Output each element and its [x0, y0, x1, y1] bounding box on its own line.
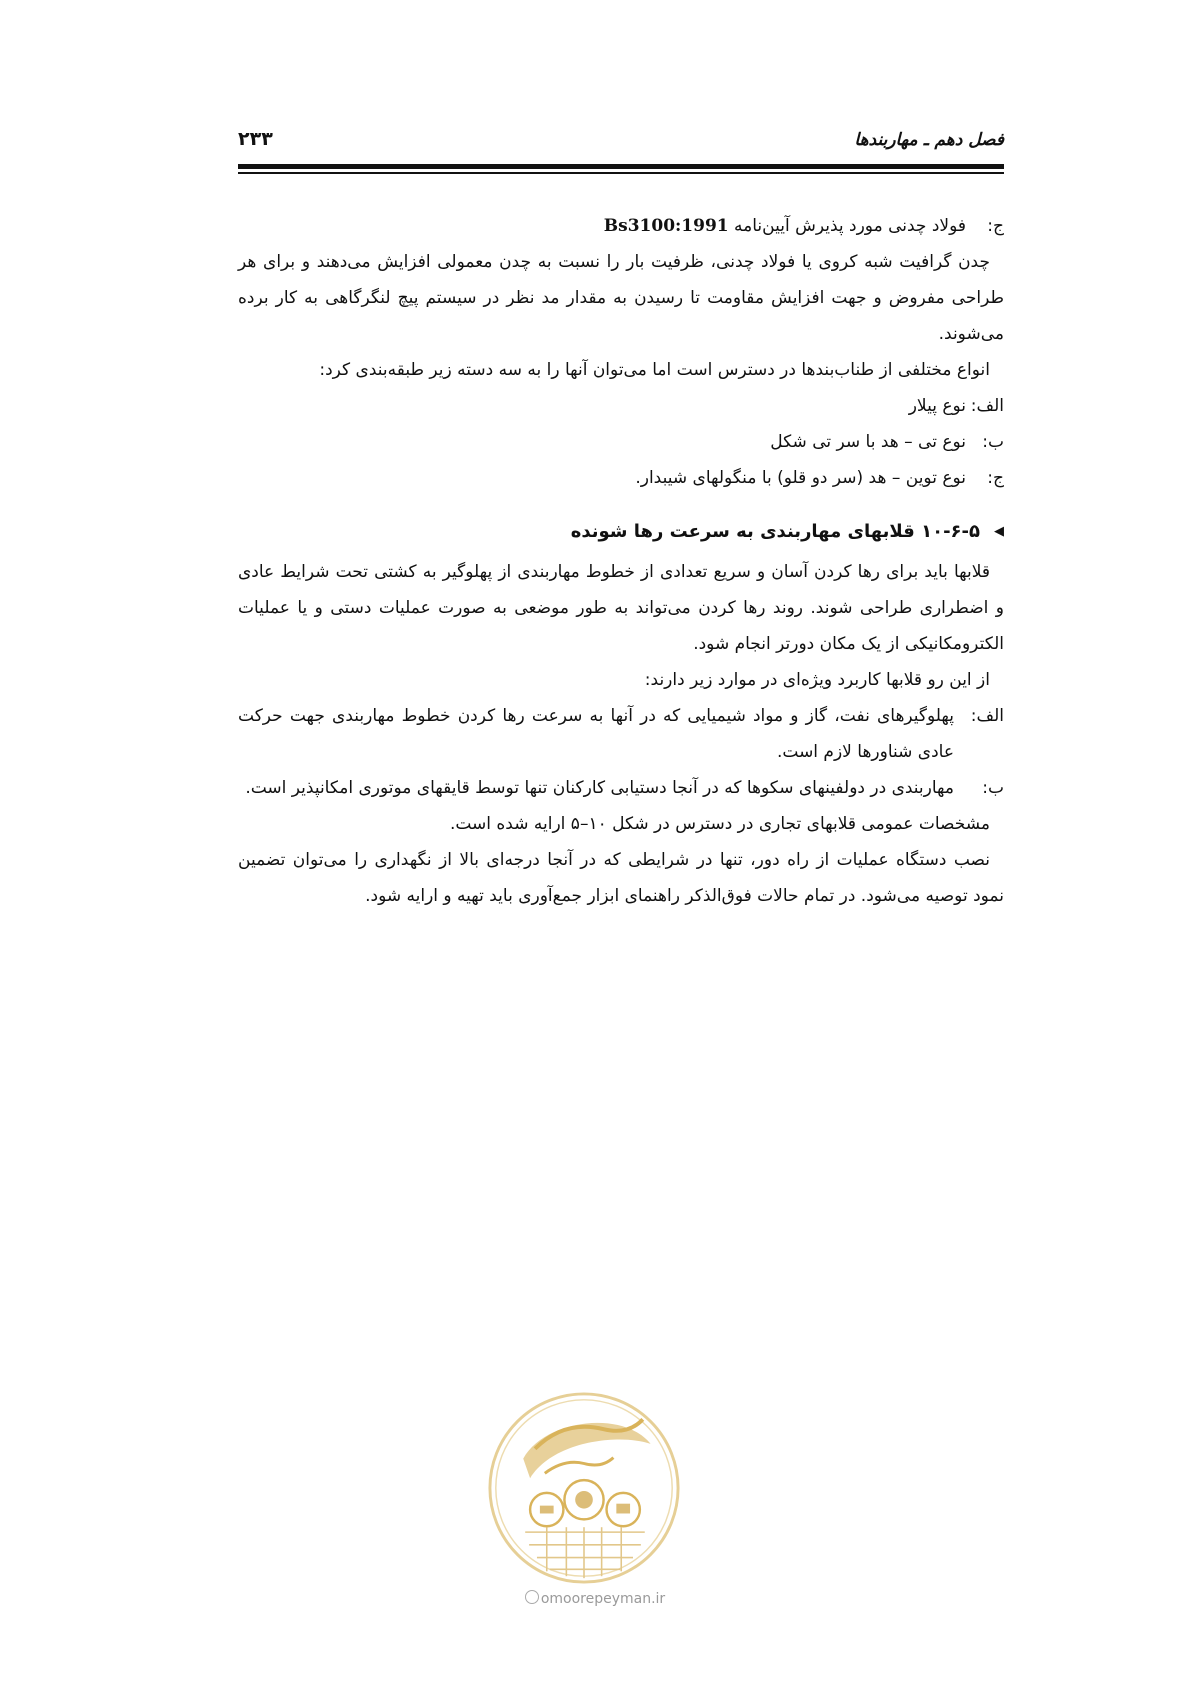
section-heading-text: ۱۰-۶-۵ قلابهای مهاربندی به سرعت رها شونده — [570, 521, 980, 542]
paragraph: چدن گرافیت شبه کروی یا فولاد چدنی، ظرفیت بار را نسبت به چدن معمولی افزایش می‌دهند و برای هر طراحی مفروض و جهت افزایش مقاومت تا رسیدن به مقدار مد نظر در سیستم پیچ لنگرگاهی به کار برده می‌شوند. — [238, 252, 1004, 344]
list-text: نوع توین – هد (سر دو قلو) با منگولهای شیبدار. — [635, 468, 966, 488]
paragraph: انواع مختلفی از طناب‌بندها در دسترس است اما می‌توان آنها را به سه دسته زیر طبقه‌بندی کرد: — [319, 360, 990, 380]
paragraph: نصب دستگاه عملیات از راه دور، تنها در شرایطی که در آنجا درجه‌ای بالا از نگهداری را می‌توان تضمین نمود توصیه می‌شود. در تمام حالات فوق‌الذکر راهنمای ابزار جمع‌آوری باید تهیه و ارایه شود. — [238, 850, 1004, 906]
header-rule-thick — [238, 164, 1004, 169]
section-heading — [238, 514, 1004, 550]
watermark-site-text: omoorepeyman.ir — [540, 1591, 666, 1607]
globe-icon — [525, 1590, 539, 1604]
page-header — [238, 128, 1004, 158]
header-rule-thin — [238, 172, 1004, 174]
list-item — [238, 424, 1004, 460]
chapter-title: فصل دهم ـ مهاربندها — [854, 130, 1004, 150]
list-label: ب: — [982, 432, 1004, 452]
list-label: الف: — [970, 396, 1004, 416]
list-text: فولاد چدنی مورد پذیرش آیین‌نامه — [734, 216, 966, 236]
list-text: مهاربندی در دولفینهای سکوها که در آنجا دستیابی کارکنان تنها توسط قایقهای موتوری امکانپذیر است. — [245, 778, 954, 798]
paragraph: از این رو قلابها کاربرد ویژه‌ای در موارد زیر دارند: — [644, 670, 990, 690]
list-text: پهلوگیرهای نفت، گاز و مواد شیمیایی که در آنها به سرعت رها کردن خطوط مهاربندی جهت حرکت عادی شناورها لازم است. — [238, 706, 954, 762]
list-item — [238, 770, 1004, 806]
list-label: ج: — [987, 216, 1004, 236]
list-item — [238, 698, 1004, 770]
watermark-site — [0, 1590, 1190, 1607]
list-item — [238, 388, 1004, 424]
paragraph: مشخصات عمومی قلابهای تجاری در دسترس در شکل ۱۰–۵ ارایه شده است. — [449, 814, 990, 834]
list-text: نوع پیلار — [908, 396, 966, 416]
list-label: ب: — [982, 778, 1004, 798]
list-text: نوع تی – هد با سر تی شکل — [770, 432, 966, 452]
list-item-standard — [238, 208, 1004, 244]
page-number: ۲۳۳ — [238, 128, 273, 150]
list-label: الف: — [970, 706, 1004, 726]
list-label: ج: — [987, 468, 1004, 488]
paragraph: قلابها باید برای رها کردن آسان و سریع تعدادی از خطوط مهاربندی از پهلوگیر به کشتی تحت شرایط عادی و اضطراری طراحی شوند. روند رها کردن می‌تواند به طور موضعی به صورت عملیات دستی و یا عملیات الکترومکانیکی از یک مکان دورتر انجام شود. — [238, 562, 1004, 654]
standard-code: Bs3100:1991 — [603, 216, 729, 236]
heading-bullet-icon: ◀ — [994, 524, 1004, 539]
list-item — [238, 460, 1004, 496]
page-body — [238, 208, 1004, 914]
watermark-logo — [486, 1390, 682, 1586]
